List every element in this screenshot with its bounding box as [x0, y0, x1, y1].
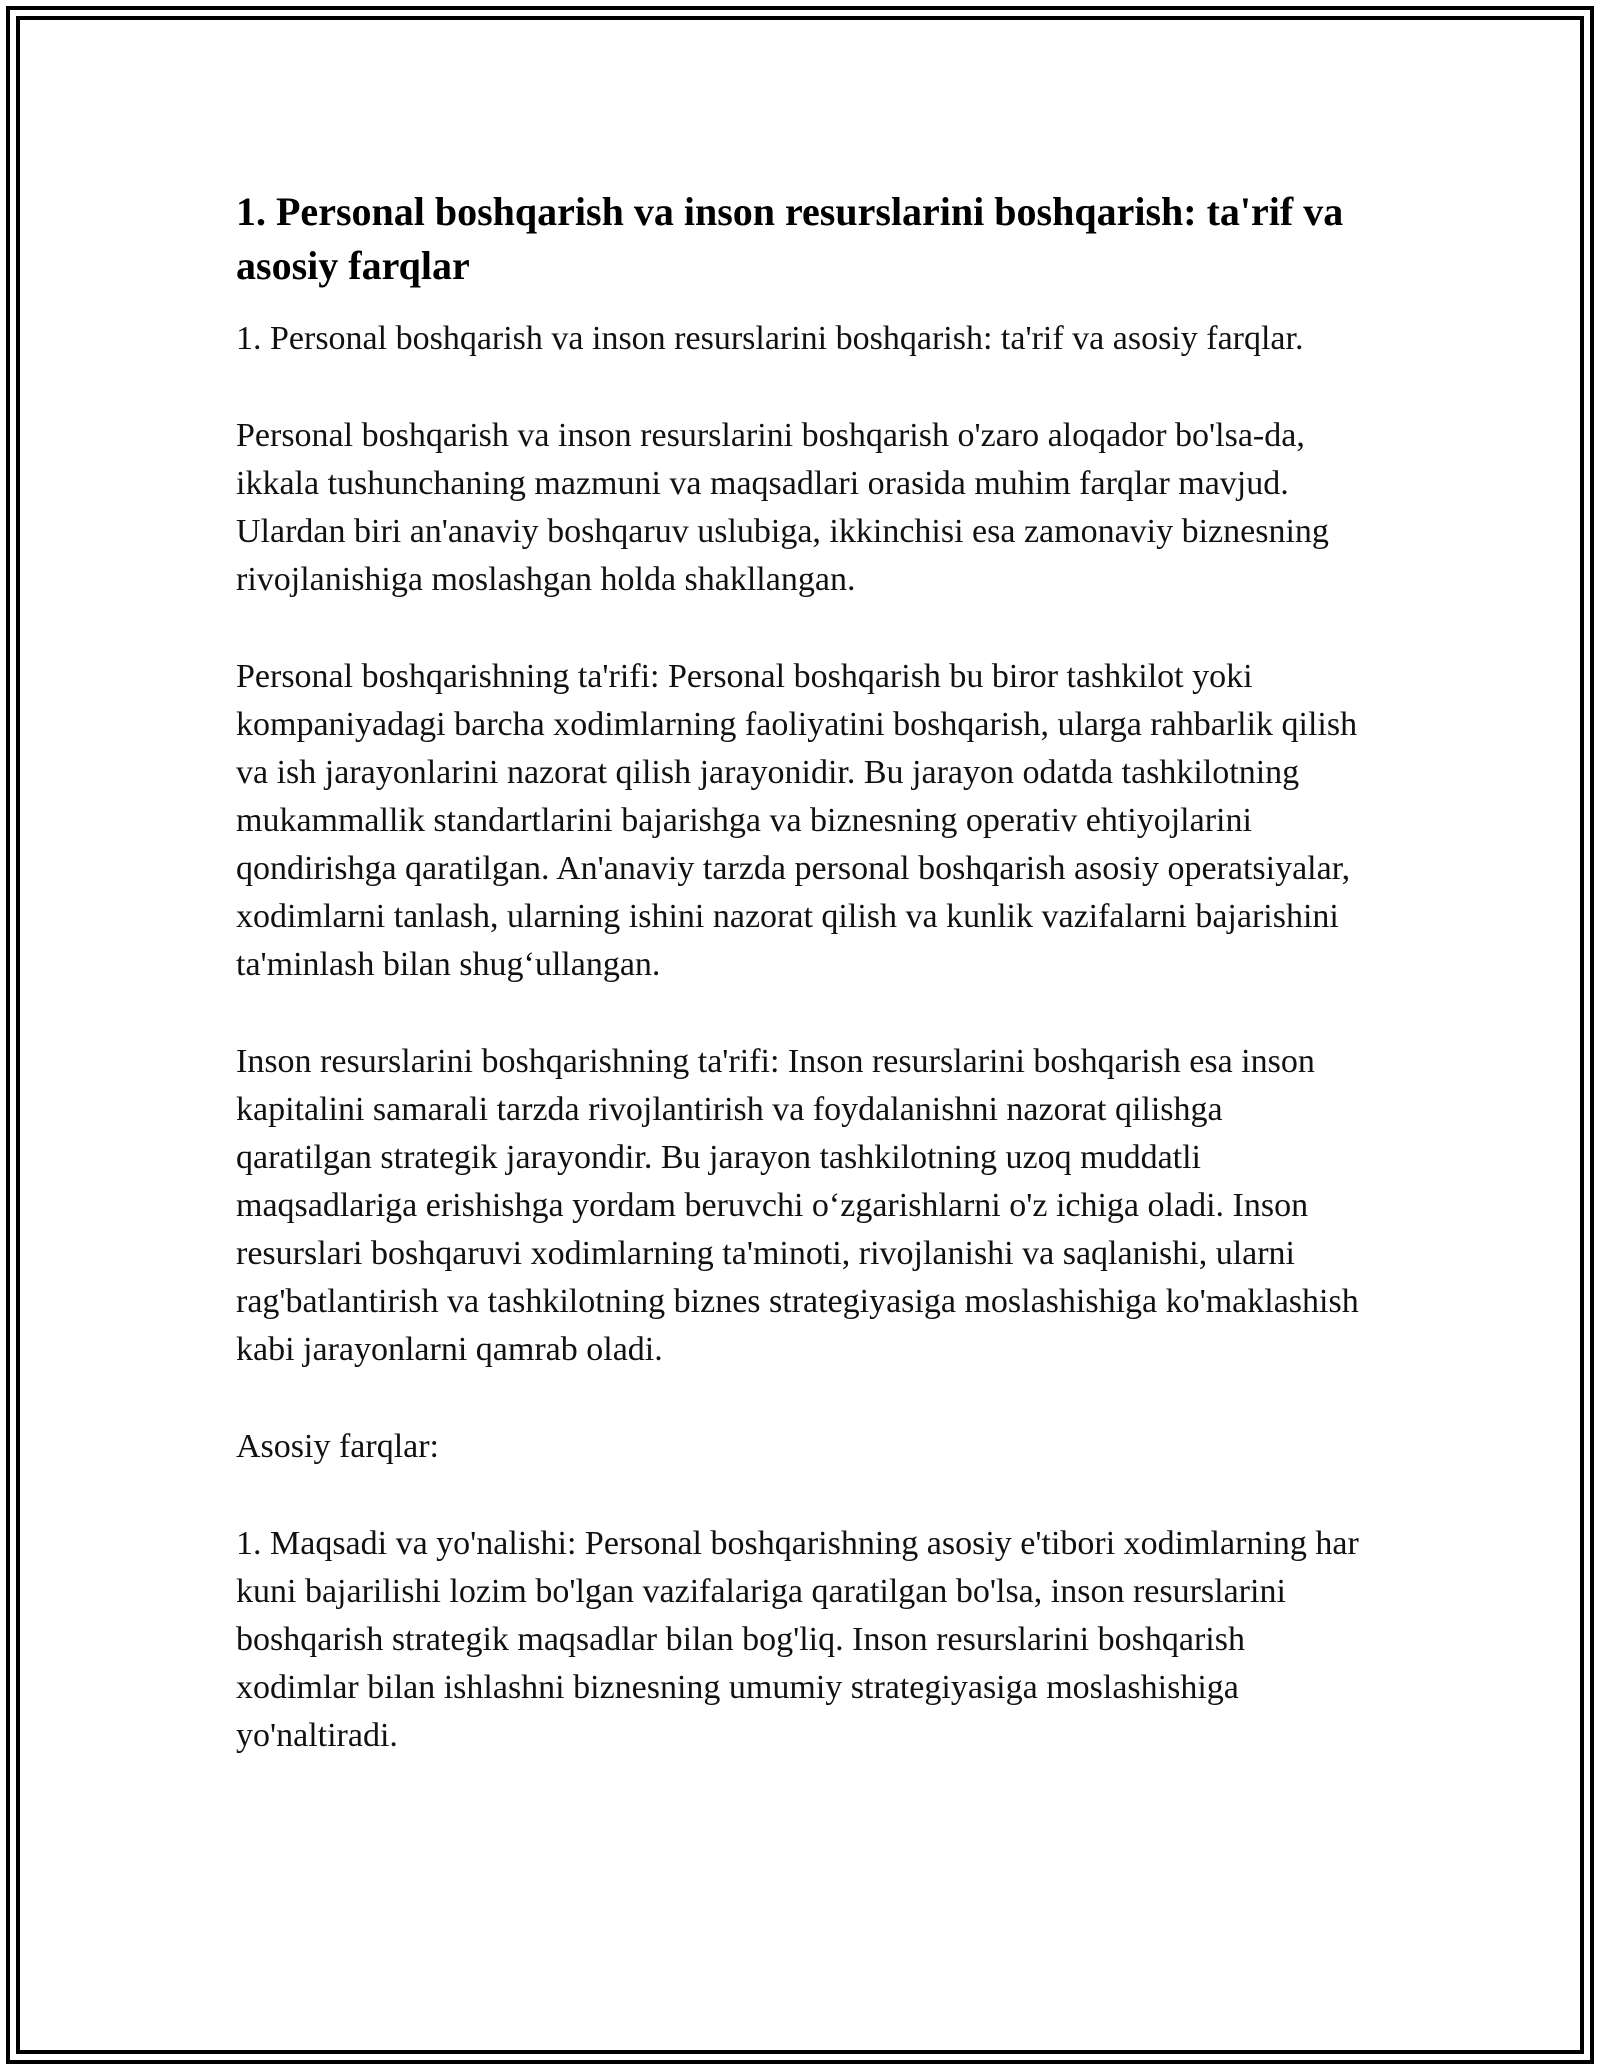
document-heading: 1. Personal boshqarish va inson resurslarini boshqarish: ta'rif va asosiy farqlar: [236, 189, 1344, 288]
document-body: [236, 185, 1366, 1809]
paragraph-differences-heading: Asosiy farqlar:: [236, 1428, 440, 1465]
paragraph-hr-definition: Inson resurslarini boshqarishning ta'rifi: Inson resurslarini boshqarish esa inson kapitalini samarali tarzda rivojlantirish va foydalanishni nazorat qilishga qaratilgan strategik jarayondir. Bu jarayon tashkilotning uzoq muddatli maqsadlariga erishishga yordam beruvchi o‘zgarishlarni o'z ichiga oladi. Inson resurslari boshqaruvi xodimlarning ta'minoti, rivojlanishi va saqlanishi, ularni rag'batlantirish va tashkilotning biznes strategiyasiga moslashishiga ko'maklashish kabi jarayonlarni qamrab oladi.: [236, 1043, 1359, 1368]
paragraph-intro-title: 1. Personal boshqarish va inson resurslarini boshqarish: ta'rif va asosiy farqlar.: [236, 320, 1304, 357]
paragraph-difference-1: 1. Maqsadi va yo'nalishi: Personal boshqarishning asosiy e'tibori xodimlarning har kuni bajarilishi lozim bo'lgan vazifalariga qaratilgan bo'lsa, inson resurslarini boshqarish strategik maqsadlar bilan bog'liq. Inson resurslarini boshqarish xodimlar bilan ishlashni biznesning umumiy strategiyasiga moslashishiga yo'naltiradi.: [236, 1525, 1359, 1754]
paragraph-personal-definition: Personal boshqarishning ta'rifi: Personal boshqarish bu biror tashkilot yoki kompaniyadagi barcha xodimlarning faoliyatini boshqarish, ularga rahbarlik qilish va ish jarayonlarini nazorat qilish jarayonidir. Bu jarayon odatda tashkilotning mukammallik standartlarini bajarishga va biznesning operativ ehtiyojlarini qondirishga qaratilgan. An'anaviy tarzda personal boshqarish asosiy operatsiyalar, xodimlarni tanlash, ularning ishini nazorat qilish va kunlik vazifalarni bajarishini ta'minlash bilan shug‘ullangan.: [236, 658, 1358, 983]
paragraph-overview: Personal boshqarish va inson resurslarini boshqarish o'zaro aloqador bo'lsa-da, ikkala tushunchaning mazmuni va maqsadlari orasida muhim farqlar mavjud. Ulardan biri an'anaviy boshqaruv uslubiga, ikkinchisi esa zamonaviy biznesning rivojlanishiga moslashgan holda shakllangan.: [236, 417, 1329, 598]
